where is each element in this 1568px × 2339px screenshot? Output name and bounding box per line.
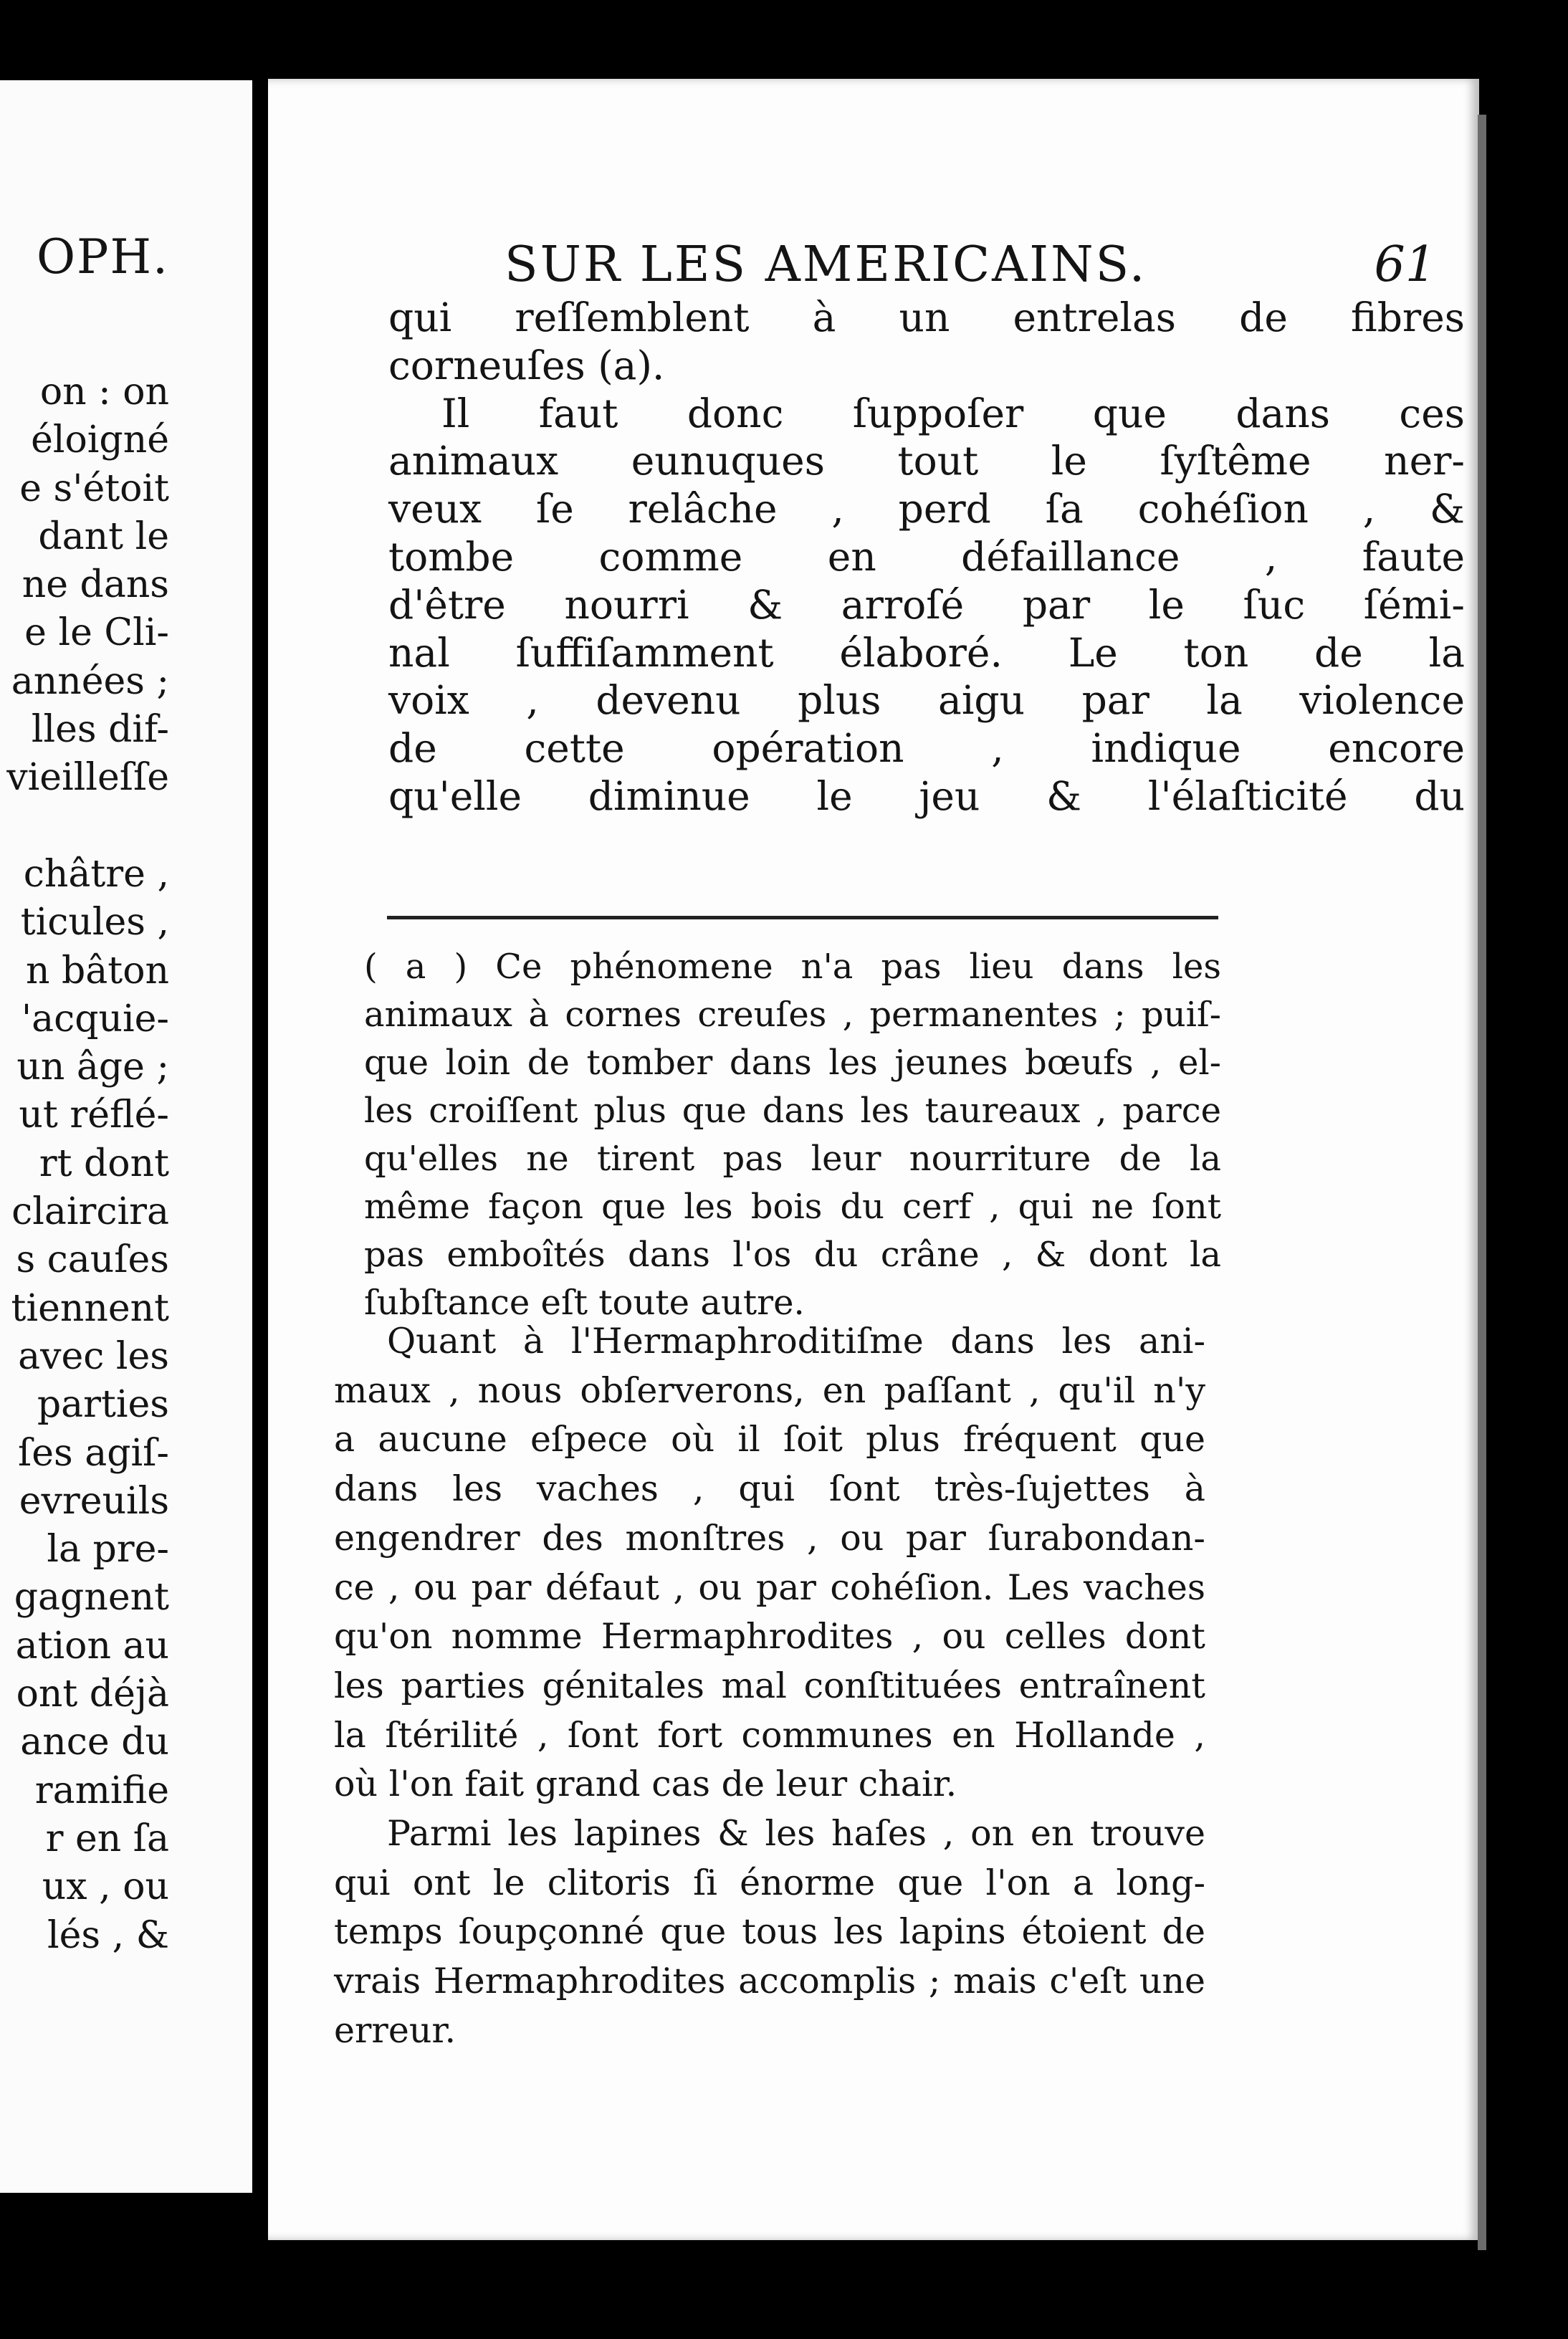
left-line: tiennent — [11, 1286, 169, 1330]
footnote-line: que loin de tomber dans les jeunes bœufs , el- — [364, 1043, 1221, 1083]
left-line: dant le — [38, 515, 169, 558]
left-page — [0, 80, 252, 2193]
left-line: vieilleſſe — [6, 756, 169, 800]
left-line: rt dont — [39, 1142, 169, 1185]
left-running-title-fragment: OPH. — [36, 229, 169, 284]
text-line: qui ont le clitoris ſi énorme que l'on a long- — [334, 1862, 1205, 1903]
text-line: dans les vaches , qui ſont très-ſujettes à — [334, 1468, 1205, 1510]
footnote — [364, 943, 1221, 1327]
left-line: 'acquie- — [21, 997, 169, 1041]
left-line: evreuils — [19, 1479, 169, 1523]
footnote-line: même façon que les bois du cerf , qui ne ſont — [364, 1187, 1221, 1227]
left-line: châtre , — [23, 852, 169, 896]
text-line: a aucune eſpece où il ſoit plus fréquent que — [334, 1419, 1205, 1460]
text-line: les parties génitales mal conſtituées entraînent — [334, 1665, 1205, 1706]
page-edge — [1478, 115, 1486, 2250]
left-text-column — [6, 368, 169, 1960]
paragraph-first-line: Quant à l'Hermaphroditiſme dans les ani- — [387, 1321, 1205, 1362]
text-line: engendrer des monſtres , ou par ſurabondan- — [334, 1517, 1205, 1559]
left-line: ux , ou — [42, 1865, 169, 1909]
text-line: corneuſes (a). — [388, 342, 665, 388]
text-line: voix , devenu plus aigu par la violence — [388, 677, 1465, 724]
left-line: un âge ; — [16, 1046, 169, 1089]
main-text — [388, 294, 1465, 821]
left-line: r en ſa — [45, 1817, 169, 1860]
left-line: ance du — [20, 1721, 169, 1764]
text-line: qu'on nomme Hermaphrodites , ou celles dont — [334, 1616, 1205, 1658]
left-line: parties — [37, 1383, 169, 1427]
text-line: d'être nourri & arroſé par le ſuc ſémi- — [388, 581, 1465, 628]
running-title: SUR LES AMERICAINS. — [505, 236, 1147, 293]
text-line: la ſtérilité , ſont fort communes en Hollande , — [334, 1714, 1205, 1756]
footnote-rule — [387, 916, 1218, 919]
left-line: la pre- — [47, 1528, 169, 1572]
left-line: s cauſes — [16, 1238, 169, 1282]
left-line: n bâton — [25, 949, 169, 992]
left-line: lés , & — [47, 1913, 169, 1957]
left-line: avec les — [18, 1334, 169, 1378]
text-line: de cette opération , indique encore — [388, 725, 1465, 772]
left-line: éloigné — [31, 418, 169, 462]
right-page — [268, 79, 1479, 2240]
text-line: qu'elle diminue le jeu & l'élaſticité du — [388, 773, 1465, 819]
left-line: ramifie — [34, 1769, 169, 1812]
footnote-line: ſubſtance eſt toute autre. — [364, 1283, 805, 1323]
left-line: ation au — [15, 1624, 169, 1668]
text-line: nal ſuffiſamment élaboré. Le ton de la — [388, 629, 1465, 676]
text-line: vrais Hermaphrodites accomplis ; mais c'eſt une — [334, 1961, 1205, 2002]
text-line: veux ſe relâche , perd ſa cohéſion , & — [388, 486, 1465, 532]
footnote-line: qu'elles ne tirent pas leur nourriture de la — [364, 1139, 1221, 1179]
footnote-line: les croiſſent plus que dans les taureaux , parce — [364, 1091, 1221, 1131]
left-line: années ; — [11, 659, 169, 703]
left-line: on : on — [39, 370, 169, 413]
text-line: qui reſſemblent à un entrelas de fibres — [388, 295, 1465, 340]
text-line: animaux eunuques tout le ſyſtême ner- — [388, 438, 1465, 484]
text-line: tombe comme en défaillance , faute — [388, 533, 1465, 580]
text-line: où l'on fait grand cas de leur chair. — [334, 1764, 957, 1805]
left-line: claircira — [11, 1190, 169, 1234]
left-line: e s'étoit — [19, 467, 169, 510]
left-line: ut réflé- — [19, 1094, 169, 1137]
left-line: ſes agiſ- — [18, 1431, 169, 1475]
left-line: e le Cli- — [24, 611, 169, 655]
text-line: erreur. — [334, 2009, 456, 2051]
footnote-line: animaux à cornes creuſes , permanentes ; puiſ- — [364, 995, 1221, 1035]
left-line: gagnent — [14, 1576, 169, 1620]
text-line: ce , ou par défaut , ou par cohéſion. Les vaches — [334, 1566, 1205, 1608]
text-line: temps ſoupçonné que tous les lapins étoient de — [334, 1911, 1205, 1953]
left-line-gap — [6, 803, 169, 851]
page-header — [505, 236, 1465, 293]
left-line: ne dans — [21, 563, 169, 607]
paragraph-first-line: Il faut donc ſuppoſer que dans ces — [441, 390, 1465, 436]
left-line: ont déjà — [16, 1673, 169, 1716]
lower-text — [334, 1317, 1205, 2056]
left-line: lles dif- — [31, 708, 169, 752]
page-number: 61 — [1374, 236, 1436, 293]
left-line: ticules , — [20, 901, 169, 944]
footnote-line: ( a ) Ce phénomene n'a pas lieu dans les — [364, 947, 1221, 987]
text-line: maux , nous obſerverons, en paſſant , qu'il n'y — [334, 1369, 1205, 1411]
paragraph-first-line: Parmi les lapines & les haſes , on en trouve — [387, 1813, 1205, 1855]
footnote-line: pas emboîtés dans l'os du crâne , & dont la — [364, 1235, 1221, 1275]
